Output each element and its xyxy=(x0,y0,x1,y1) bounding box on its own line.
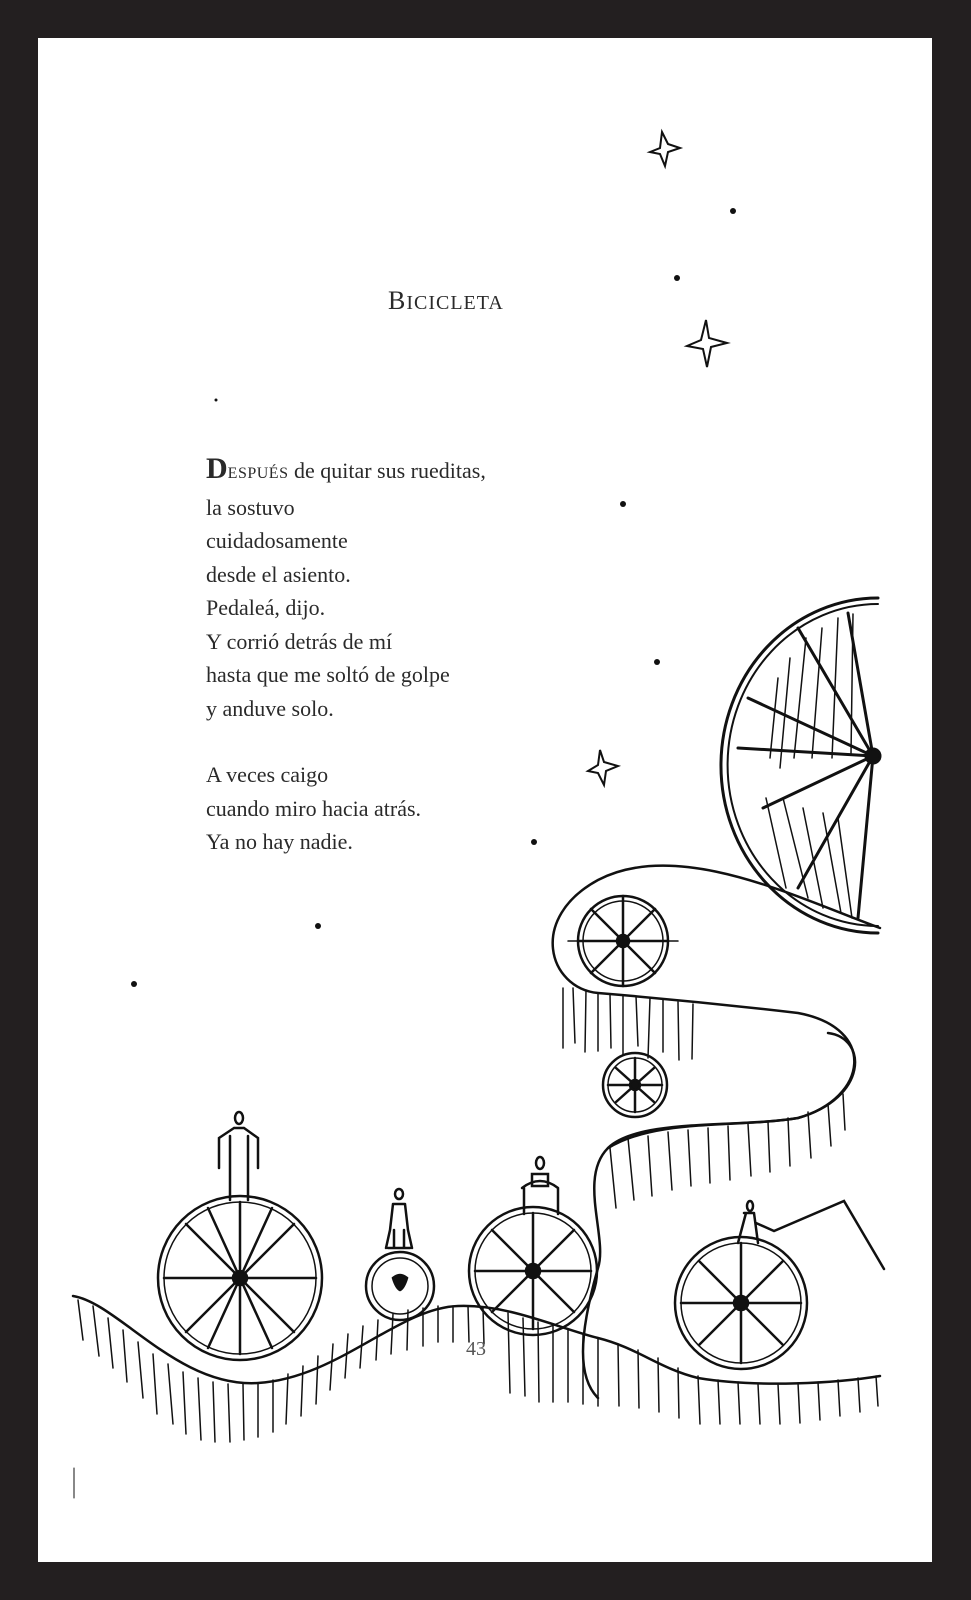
poem-line: Ya no hay nadie. xyxy=(206,829,353,854)
poem-line: cuando miro hacia atrás. xyxy=(206,795,422,821)
poem-line-1 xyxy=(206,452,486,491)
ground-wheel-1 xyxy=(158,1112,322,1360)
drop-cap: D xyxy=(206,452,228,485)
star-icon xyxy=(687,320,727,367)
poem-line: la sostuvo xyxy=(206,494,295,520)
ground-wheel-3 xyxy=(469,1157,597,1335)
star-icon xyxy=(650,132,680,166)
star-icon xyxy=(588,750,618,785)
poem-title xyxy=(388,286,504,316)
first-word-smallcaps: ESPUÉS xyxy=(227,465,289,482)
road-wheel-1 xyxy=(568,896,678,986)
poem-line: cuidadosamente xyxy=(206,528,348,553)
poem-line: desde el asiento. xyxy=(206,561,351,587)
page-number: 43 xyxy=(466,1338,486,1360)
poem-line: hasta que me soltó de golpe xyxy=(206,662,450,687)
book-page xyxy=(38,38,932,1562)
poem-line: Pedaleá, dijo. xyxy=(206,595,326,620)
poem-body xyxy=(206,452,486,859)
first-line-rest: de quitar sus rueditas, xyxy=(288,458,486,483)
poem-line: A veces caigo xyxy=(206,762,329,787)
ground-wheel-4 xyxy=(675,1201,884,1369)
poem-line: Y corrió detrás de mí xyxy=(206,628,393,654)
large-wheel xyxy=(721,598,880,933)
title-initial: B xyxy=(388,286,407,315)
road-wheel-2 xyxy=(603,1053,667,1117)
poem-line: y anduve solo. xyxy=(206,695,334,721)
ground-wheel-2 xyxy=(366,1189,434,1320)
title-rest: ICICLETA xyxy=(406,292,504,314)
